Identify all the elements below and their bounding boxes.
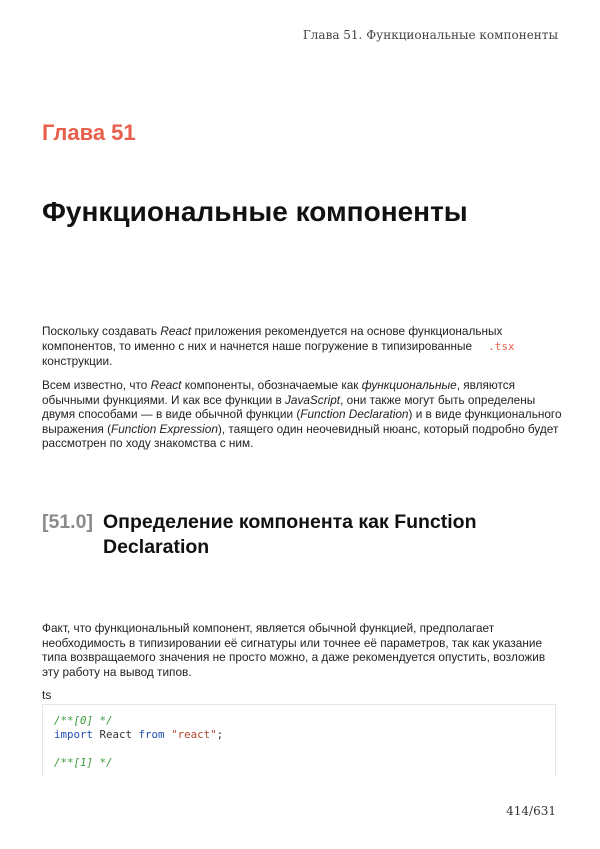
text-run: , они также могут быть определены двумя способами — в виде обычной функции ( bbox=[42, 392, 536, 421]
intro-paragraph-2 bbox=[42, 378, 562, 451]
code-line-empty bbox=[54, 742, 555, 756]
chapter-label: Глава 51 bbox=[42, 120, 136, 145]
section-number: [51.0] bbox=[42, 511, 93, 533]
text-run: компоненты, обозначаемые как bbox=[181, 378, 362, 392]
emphasis-react: React bbox=[150, 378, 182, 392]
text-run: приложения рекомендуется на основе функциональных компонентов, то именно с них и начнется наше погружение в типизированные bbox=[42, 324, 503, 353]
code-line bbox=[54, 756, 555, 770]
text-run: ) и в виде функционального выражения ( bbox=[42, 407, 562, 436]
code-line bbox=[54, 714, 555, 728]
emphasis-function-expression: Function Expression bbox=[111, 421, 218, 436]
section-title: Определение компонента как Function Declaration bbox=[103, 511, 477, 558]
code-punctuation: ; bbox=[216, 728, 224, 741]
text-run: ), таящего один неочевидный нюанс, который подробно будет рассмотрен по ходу знакомства с ним. bbox=[42, 421, 559, 450]
code-identifier: React bbox=[93, 728, 139, 741]
code-comment: /**[1] */ bbox=[54, 756, 113, 769]
emphasis-react: React bbox=[160, 324, 192, 338]
section-paragraph-1: Факт, что функциональный компонент, является обычной функцией, предполагает необходимость в типизировании её сигнатуры или точнее её параметров, так как указание типа возвращаемого значения не просто можно, а даже рекомендуется опустить, возложив эту работу на вывод типов. bbox=[42, 621, 546, 679]
text-run: , являются обычными функциями. И как все функции в bbox=[42, 378, 516, 407]
inline-code-tsx: .tsx bbox=[488, 339, 515, 353]
section-heading bbox=[42, 510, 542, 560]
code-line bbox=[54, 728, 555, 742]
code-string: "react" bbox=[171, 728, 217, 741]
code-block bbox=[42, 704, 556, 776]
code-keyword: import bbox=[54, 728, 94, 741]
emphasis-functional: функциональные bbox=[361, 378, 457, 392]
emphasis-javascript: JavaScript bbox=[285, 392, 341, 407]
intro-paragraph-1 bbox=[42, 324, 562, 369]
text-run: Всем известно, что bbox=[42, 378, 151, 392]
text-run: Поскольку создавать bbox=[42, 324, 161, 338]
emphasis-function-declaration: Function Declaration bbox=[300, 407, 409, 421]
code-language-label: ts bbox=[42, 688, 52, 702]
running-header: Глава 51. Функциональные компоненты bbox=[302, 28, 558, 42]
code-comment: /**[0] */ bbox=[54, 714, 113, 727]
code-keyword: from bbox=[138, 728, 165, 741]
text-run: конструкции. bbox=[42, 354, 113, 368]
page-number: 414/631 bbox=[506, 804, 556, 818]
chapter-title: Функциональные компоненты bbox=[42, 196, 468, 227]
